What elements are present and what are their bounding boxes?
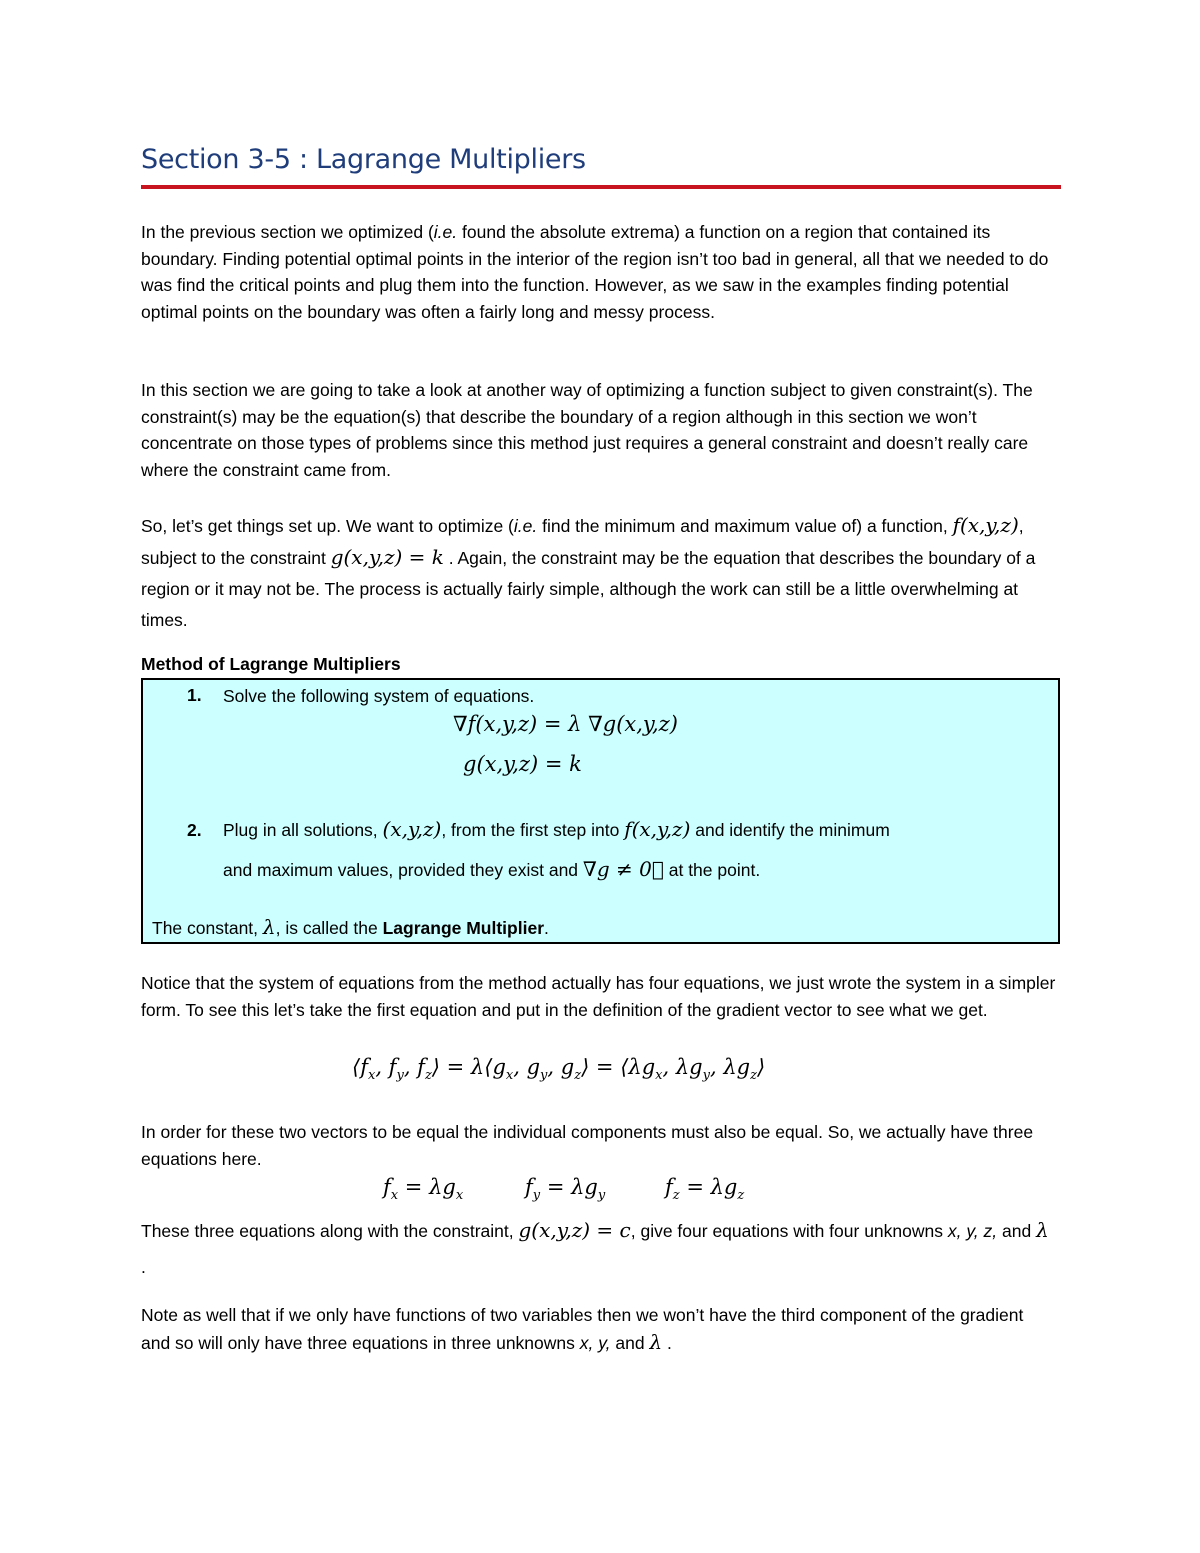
step2-number: 2. <box>187 820 202 840</box>
lambda-symbol: λ <box>262 915 276 939</box>
paragraph-equal-components: In order for these two vectors to be equal the individual components must also be equal. So, we actually have three equations here. <box>141 1122 1034 1169</box>
function-f-xyz: f(x,y,z) <box>952 513 1019 537</box>
step2-text-a: Plug in all solutions, <box>223 820 383 840</box>
equation-fz: $f_z = \lambda g_z$ <box>665 1175 745 1204</box>
equation-fy: $f_y = \lambda g_y$ <box>525 1175 606 1204</box>
constant-text-b: , is called the <box>275 918 383 938</box>
lagrange-multiplier-term: Lagrange Multiplier <box>382 918 544 938</box>
paragraph-previous-section <box>141 219 1056 325</box>
paragraph-two-variables <box>141 1302 1056 1356</box>
para1-text-a: In the previous section we optimized ( <box>141 222 434 242</box>
grad-g-nonzero: ∇g ≠ 0⃗ <box>582 857 664 881</box>
para3-text-d: . Again, the constraint may be the equation that describes the boundary of a region or it may not be. The process is actually fairly simple, although the work can still be a little overwhelming at times. <box>141 548 1036 630</box>
para6-text-b: , give four equations with four unknowns <box>630 1221 948 1241</box>
method-heading: Method of Lagrange Multipliers <box>141 654 401 674</box>
equation-gradient: ∇f(x,y,z) = λ ∇g(x,y,z) <box>453 712 678 736</box>
title-underline <box>141 185 1061 189</box>
constant-text-a: The constant, <box>152 918 263 938</box>
constraint-g-equals-k: g(x,y,z) = k <box>330 545 444 569</box>
para7-text-a: Note as well that if we only have functions of two variables then we won’t have the third component of the gradient and so will only have three equations in three unknowns <box>141 1305 1024 1353</box>
para6-text-c: and <box>997 1221 1037 1241</box>
step1-text: Solve the following system of equations. <box>223 686 535 706</box>
equation-vector-components: $⟨f_x$, $f_y$, $f_z⟩$ = $\lambda⟨g_x$, $g_y$, $g_z⟩$ = $⟨\lambda g_x$, $\lambda g_y$, $\lambda g_z⟩$ <box>352 1055 766 1084</box>
equation-constraint: g(x,y,z) = k <box>463 752 582 776</box>
para1-ie: i.e. <box>433 222 458 242</box>
para3-ie: i.e. <box>513 516 538 536</box>
step2-xyz: (x,y,z) <box>382 817 442 841</box>
section-title: Section 3-5 : Lagrange Multipliers <box>141 144 586 175</box>
para3-text-a: So, let’s get things set up. We want to optimize ( <box>141 516 514 536</box>
step2-line2-text-a: and maximum values, provided they exist and <box>223 860 583 880</box>
lagrange-constant-note <box>152 914 549 941</box>
paragraph-this-section: In this section we are going to take a look at another way of optimizing a function subject to given constraint(s). The constraint(s) may be the equation(s) that describe the boundary of a region although in this section we won’t concentrate on those types of problems since this method just requires a general constraint and doesn’t really care where the constraint came from. <box>141 380 1033 480</box>
step1-number: 1. <box>187 685 202 705</box>
constant-text-c: . <box>544 918 549 938</box>
step2-line2 <box>223 856 760 883</box>
step2-line2-text-b: at the point. <box>663 860 761 880</box>
paragraph-four-equations: Notice that the system of equations from the method actually has four equations, we just wrote the system in a simpler form. To see this let’s take the first equation and put in the definition of the gradient vector to see what we get. <box>141 973 1056 1020</box>
para3-text-b: find the minimum and maximum value of) a function, <box>537 516 953 536</box>
equation-fx: $f_x = \lambda g_x$ <box>383 1175 464 1204</box>
para7-text-d: . <box>662 1332 672 1353</box>
paragraph-setup <box>141 510 1056 636</box>
para6-variables: x, y, z, <box>947 1221 998 1241</box>
para6-lambda: λ <box>1036 1218 1049 1242</box>
para7-text-c: and <box>610 1332 650 1353</box>
paragraph-four-unknowns <box>141 1212 1056 1285</box>
constraint-g-equals-c: g(x,y,z) = c <box>518 1218 631 1242</box>
para6-text-d: . <box>141 1257 146 1277</box>
para6-text-a: These three equations along with the constraint, <box>141 1221 519 1241</box>
para7-lambda: λ <box>649 1329 663 1354</box>
para7-variables: x, y, <box>579 1332 611 1353</box>
para1-text-b: found the absolute extrema) a function on a region that contained its boundary. Finding potential optimal points in the interior of the region isn’t too bad in general, all that we needed to do was find the critical points and plug them into the function. However, as we saw in the examples finding potential optimal points on the boundary was often a fairly long and messy process. <box>141 222 1049 322</box>
step2-text-b: , from the first step into <box>441 820 625 840</box>
para3-text-c: , subject to the constraint <box>141 516 1024 568</box>
step2-f-xyz: f(x,y,z) <box>624 817 691 841</box>
step2-line1 <box>223 816 890 843</box>
step2-text-c: and identify the minimum <box>690 820 890 840</box>
method-box <box>141 678 1060 944</box>
